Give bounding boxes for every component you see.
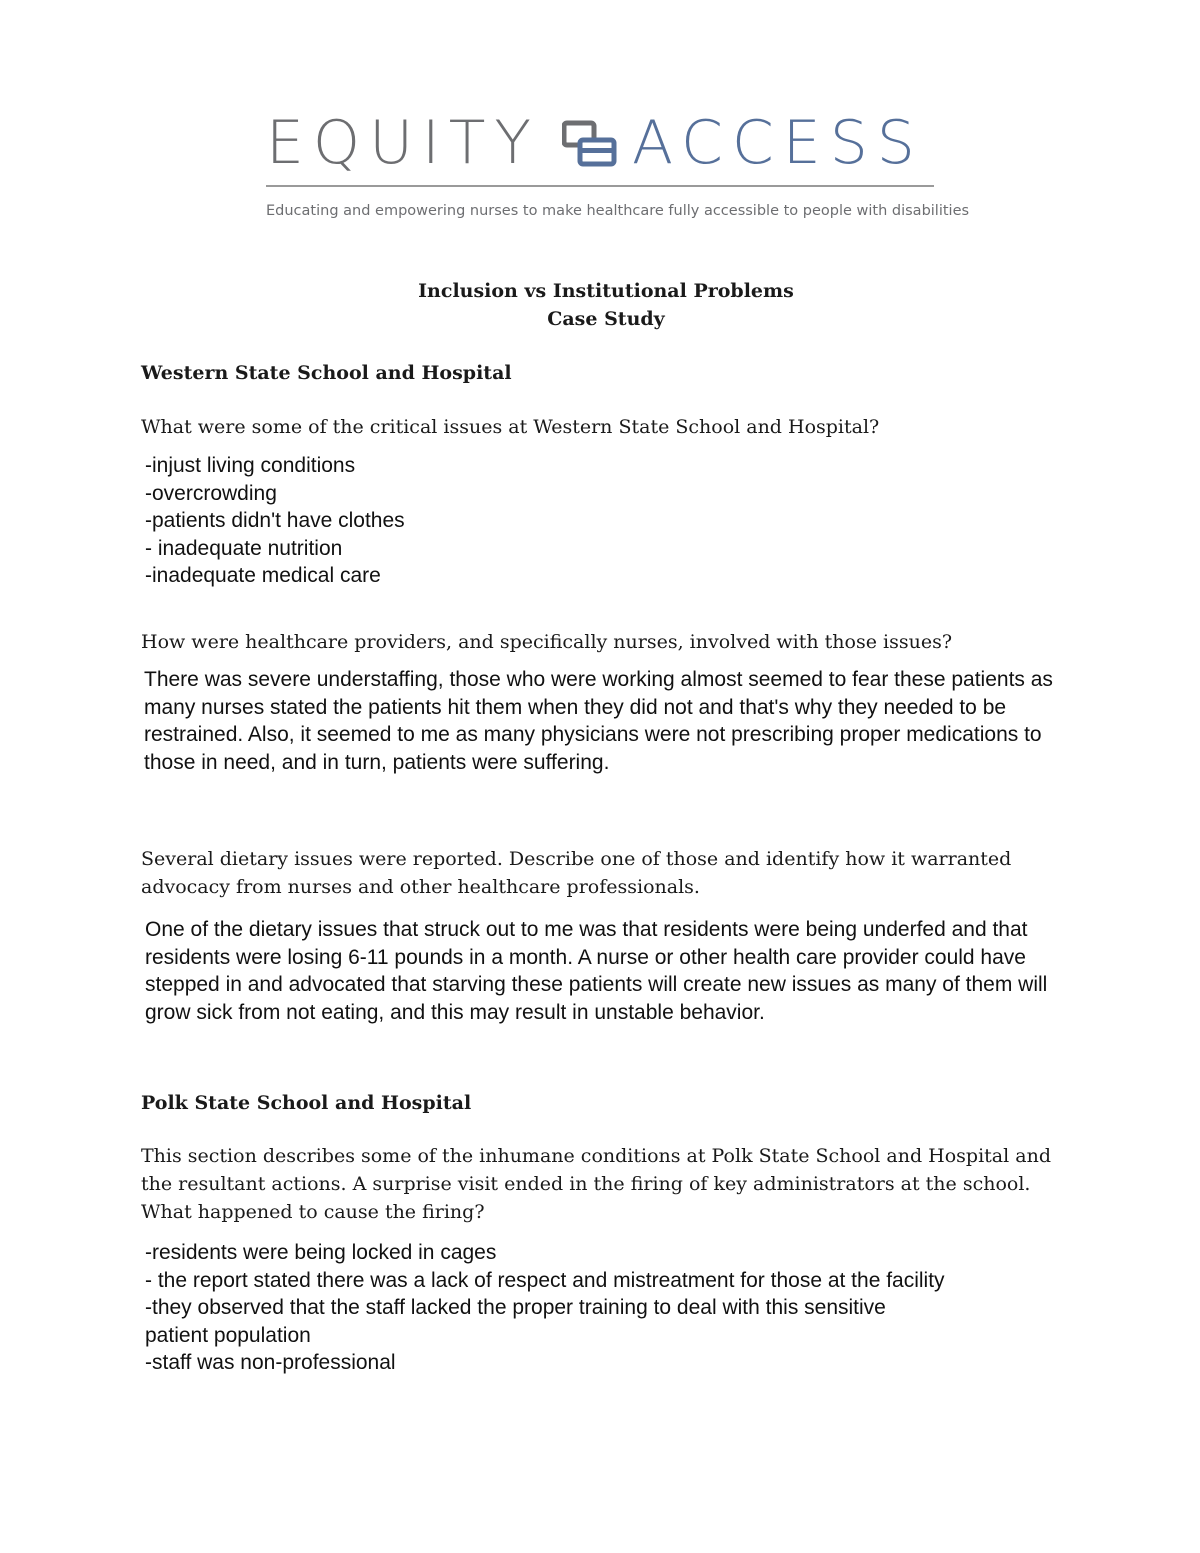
answer-dietary-issues: One of the dietary issues that struck out to me was that residents were being underfed and that residents were losing 6-11 pounds in a month. A nurse or other health care provider could have stepped in and advocated that starving these patients will create new issues as many of them will grow sick from not eating, and this may result in unstable behavior.	[145, 918, 1048, 1024]
logo-word-access: ACCESS	[632, 108, 924, 178]
document-subtitle: Case Study	[547, 308, 665, 330]
equity-access-logo	[266, 108, 970, 228]
logo-mark-icon	[562, 120, 618, 168]
list-item: - the report stated there was a lack of respect and mistreatment for those at the facility	[145, 1268, 945, 1292]
logo-divider	[266, 185, 934, 187]
list-item: -they observed that the staff lacked the proper training to deal with this sensitive	[145, 1296, 886, 1319]
logo-word-equity: EQUITY	[266, 108, 541, 178]
answer-providers-involvement: There was severe understaffing, those who were working almost seemed to fear these patients as many nurses stated the patients hit them when they did not and that's why they needed to be restrained. Also, it seemed to me as many physicians were not prescribing proper medications to those in need, and in turn, patients were suffering.	[144, 668, 1053, 774]
list-item: patient population	[145, 1323, 311, 1347]
question-firing-cause: This section describes some of the inhumane conditions at Polk State School and Hospital and the resultant actions. A surprise visit ended in the firing of key administrators at the school. What happened to cause the firing?	[141, 1145, 1051, 1223]
question-dietary-issues: Several dietary issues were reported. Describe one of those and identify how it warranted advocacy from nurses and other healthcare professionals.	[141, 848, 1012, 898]
document-title: Inclusion vs Institutional Problems	[418, 280, 794, 302]
logo-tagline: Educating and empowering nurses to make healthcare fully accessible to people with disabilities	[266, 203, 970, 219]
list-item: -injust living conditions	[145, 454, 356, 477]
section-heading-western-state: Western State School and Hospital	[141, 362, 512, 384]
section-heading-polk-state: Polk State School and Hospital	[141, 1092, 472, 1114]
answer-critical-issues	[145, 452, 1075, 590]
list-item: -patients didn't have clothes	[145, 509, 405, 532]
question-critical-issues: What were some of the critical issues at Western State School and Hospital?	[141, 416, 880, 438]
list-item: -overcrowding	[145, 481, 277, 505]
list-item: -residents were being locked in cages	[145, 1241, 497, 1264]
list-item: -inadequate medical care	[145, 564, 381, 587]
question-providers-involvement: How were healthcare providers, and specifically nurses, involved with those issues?	[141, 631, 953, 653]
answer-firing-cause	[145, 1239, 1075, 1377]
list-item: -staff was non-professional	[145, 1351, 396, 1374]
list-item: - inadequate nutrition	[145, 536, 343, 560]
